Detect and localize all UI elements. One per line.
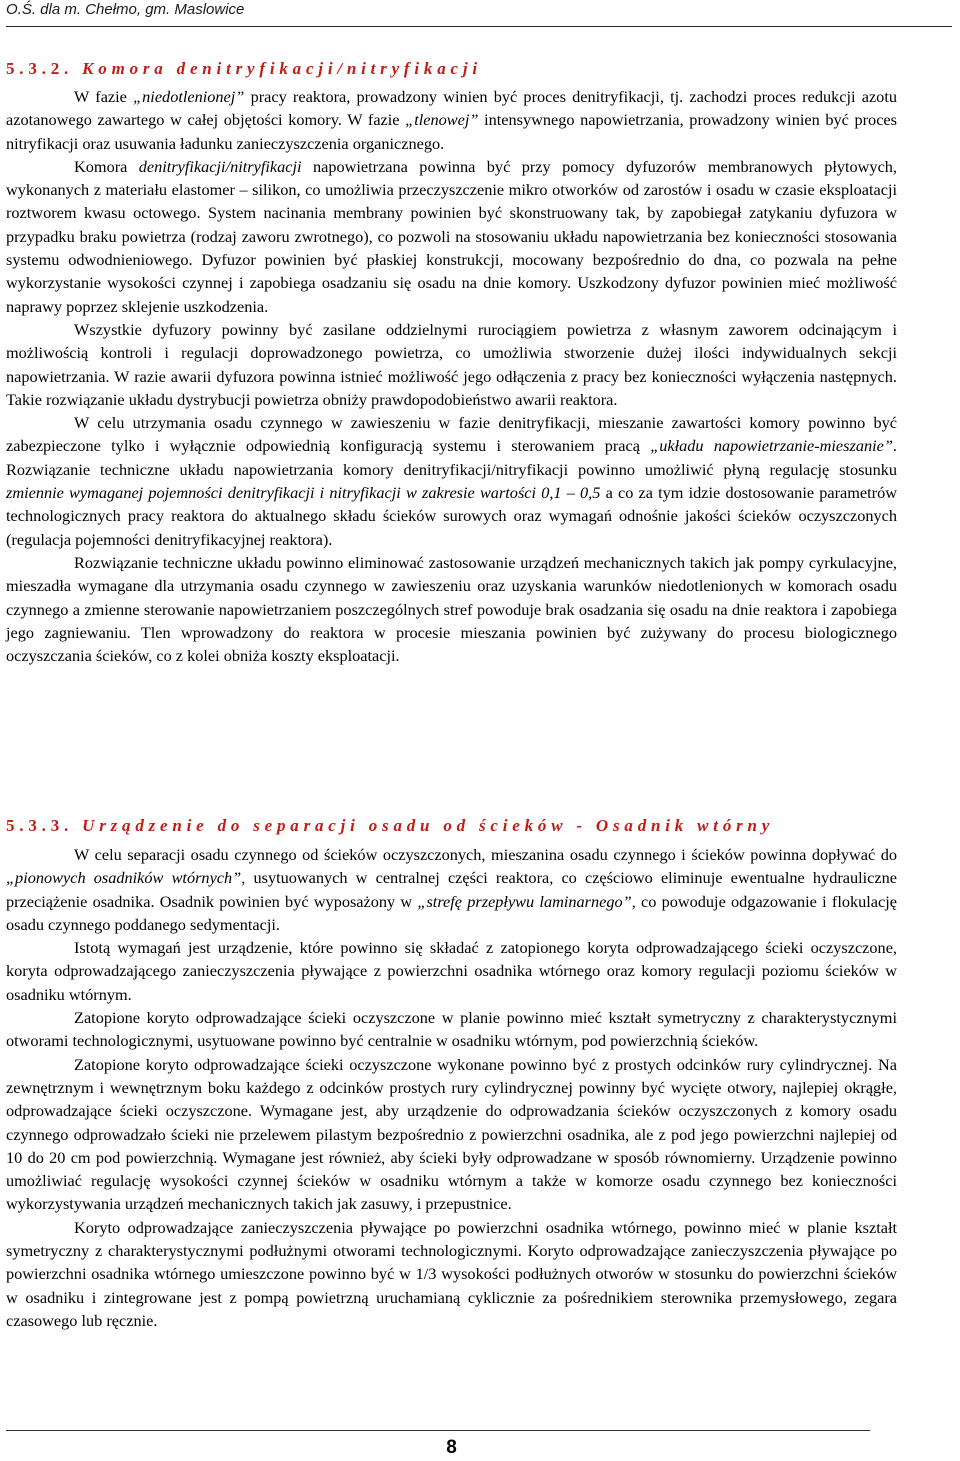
section-title: Urządzenie do separacji osadu od ścieków - Osadnik wtórny bbox=[82, 816, 775, 835]
page-number: 8 bbox=[446, 1437, 457, 1458]
paragraph: Istotą wymagań jest urządzenie, które powinno się składać z zatopionego koryta odprowadzającego ścieki oczyszczone, koryta odprowadzającego zanieczyszczenia pływające z powierzchni osadnika wtórnego oraz komory regulacji poziomu ścieków w osadniku wtórnym. bbox=[6, 938, 897, 1004]
paragraph: W fazie „niedotlenionej” pracy reaktora, prowadzony winien być proces denitryfikacji, tj. zachodzi proces redukcji azotu azotanowego zawartego w całej objętości komory. W fazie „tlenowej” intensywnego napowietrzania, prowadzony winien być proces nitryfikacji oraz usuwania ładunku zanieczyszczenia organicznego. bbox=[6, 87, 897, 153]
italic-term: „niedotlenionej” bbox=[133, 87, 245, 106]
section-body-5-3-3 bbox=[6, 843, 897, 1332]
paragraph: W celu utrzymania osadu czynnego w zawieszeniu w fazie denitryfikacji, mieszanie zawartości komory powinno być zabezpieczone tylko i wyłącznie odpowiednią konfiguracją systemu i sterowaniem pracą „układu napowietrzanie-mieszanie”. Rozwiązanie techniczne układu napowietrzania komory denitryfikacji/nitryfikacji powinno umożliwić płyną regulację stosunku zmiennie wymaganej pojemności denitryfikacji i nitryfikacji w zakresie wartości 0,1 – 0,5 a co za tym idzie dostosowanie parametrów technologicznych pracy reaktora do aktualnego składu ścieków surowych oraz wymagań odnośnie jakości ścieków oczyszczonych (regulacja pojemności denitryfikacyjnej reaktora). bbox=[6, 413, 897, 549]
section-title: Komora denitryfikacji/nitryfikacji bbox=[82, 59, 482, 78]
paragraph: Zatopione koryto odprowadzające ścieki oczyszczone w planie powinno mieć kształt symetryczny z charakterystycznymi otworami technologicznymi, usytuowane powinno być centralnie w osadniku wtórnym, pod powierzchnią ścieków. bbox=[6, 1008, 897, 1051]
italic-term: zmiennie wymaganej pojemności denitryfikacji i nitryfikacji w zakresie wartości 0,1 – 0,5 bbox=[6, 483, 601, 503]
paragraph: Koryto odprowadzające zanieczyszczenia pływające po powierzchni osadnika wtórnego, powinno mieć w planie kształt symetryczny z charakterystycznymi podłużnymi otworami technologicznymi. Koryto odprowadzające zanieczyszczenia pływające po powierzchni osadnika wtórnego umieszczone powinno być w 1/3 wysokości podłużnych otworów w stosunku do powierzchni ścieków w osadniku i zintegrowane jest z pompą powietrzną uruchamianą cyklicznie za pośrednikiem sterownika przemysłowego, zegara czasowego lub ręcznie. bbox=[6, 1217, 897, 1330]
header-rule bbox=[6, 26, 952, 27]
italic-term: „strefę przepływu laminarnego” bbox=[417, 891, 632, 911]
footer-rule bbox=[6, 1430, 870, 1431]
italic-term: „układu napowietrzanie-mieszanie” bbox=[650, 436, 893, 456]
paragraph: Zatopione koryto odprowadzające ścieki oczyszczone wykonane powinno być z prostych odcinków rury cylindrycznej. Na zewnętrznym i wewnętrznym boku każdego z odcinków prostych rury cylindrycznej powinny być wycięte otwory, najlepiej okrągłe, odprowadzające ścieki oczyszczone. Wymagane jest, aby urządzenie do odprowadzania ścieków oczyszczonych z komory osadu czynnego odprowadzało ścieki nie przelewem pilastym bezpośrednio z powierzchni osadnika, ale z pod jego powierzchni najlepiej od 10 do 20 cm pod powierzchnią. Wymagane jest również, aby ścieki były odprowadzane w sposób równomierny. Urządzenie powinno umożliwiać regulację wysokości czynnej ścieków w osadniku wtórnym a także w komorze osadu czynnego bez konieczności wykorzystywania urządzeń mechanicznych takich jak zasuwy, i przepustnice. bbox=[6, 1054, 897, 1214]
section-heading-5-3-2 bbox=[6, 59, 482, 79]
italic-term: „tlenowej” bbox=[405, 110, 479, 130]
paragraph: W celu separacji osadu czynnego od ścieków oczyszczonych, mieszanina osadu czynnego i ścieków powinna dopływać do „pionowych osadników wtórnych”, usytuowanych w centralnej części reaktora, co częściowo eliminuje ewentualne hydrauliczne przeciążenie osadnika. Osadnik powinien być wyposażony w „strefę przepływu laminarnego”, co powoduje odgazowanie i flokulację osadu czynnego poddanego sedymentacji. bbox=[6, 845, 897, 934]
section-heading-5-3-3 bbox=[6, 816, 774, 836]
section-number: 5.3.3. bbox=[6, 816, 74, 835]
section-body-5-3-2 bbox=[6, 85, 897, 667]
paragraph: Wszystkie dyfuzory powinny być zasilane oddzielnymi rurociągiem powietrza z własnym zaworem odcinającym i możliwością kontroli i regulacji doprowadzonego powietrza, co umożliwia stworzenie dużej ilości indywidualnych sekcji napowietrzania. W razie awarii dyfuzora powinna istnieć możliwość jego odłączenia z pracy bez konieczności wyłączenia następnych. Takie rozwiązanie układu dystrybucji powietrza obniży prawdopodobieństwo awarii reaktora. bbox=[6, 319, 897, 409]
paragraph: Rozwiązanie techniczne układu powinno eliminować zastosowanie urządzeń mechanicznych takich jak pompy cyrkulacyjne, mieszadła wymagane dla utrzymania osadu czynnego w zawieszeniu oraz uzyskania warunków niedotlenionych w komorach osadu czynnego a zmienne sterowanie napowietrzaniem poszczególnych stref powoduje brak osadzania się osadu na dnie reaktora i zapobiega jego zagniewaniu. Tlen wprowadzony do reaktora w procesie mieszania powinien być zużywany do procesu biologicznego oczyszczania ścieków, co z kolei obniża koszty eksploatacji. bbox=[6, 552, 897, 666]
paragraph: Komora denitryfikacji/nitryfikacji napowietrzana powinna być przy pomocy dyfuzorów membranowych płytowych, wykonanych z materiału elastomer – silikon, co umożliwia przeczyszczenie mikro otworków od zarostów i osadu w czasie eksploatacji roztworem kwasu octowego. System nacinania membrany powinien być skonstruowany tak, by zapobiegał zatykaniu dyfuzora w przypadku braku powietrza (rodzaj zaworu zwrotnego), co pozwoli na stosowaniu układu napowietrzania bez konieczności stosowania systemu odwodnieniowego. Dyfuzor powinien być płaskiej konstrukcji, mocowany bezpośrednio do dna, co pozwala na pełne wykorzystanie wysokości czynnej i zapobiega osadzaniu się osadu na dnie komory. Uszkodzony dyfuzor powinien mieć możliwość naprawy poprzez sklejenie uszkodzenia. bbox=[6, 156, 898, 316]
italic-term: denitryfikacji/nitryfikacji bbox=[138, 156, 302, 176]
running-header: O.Ś. dla m. Chełmo, gm. Maslowice bbox=[6, 1, 245, 18]
section-number: 5.3.2. bbox=[6, 59, 74, 78]
italic-term: „pionowych osadników wtórnych”, bbox=[6, 868, 246, 888]
